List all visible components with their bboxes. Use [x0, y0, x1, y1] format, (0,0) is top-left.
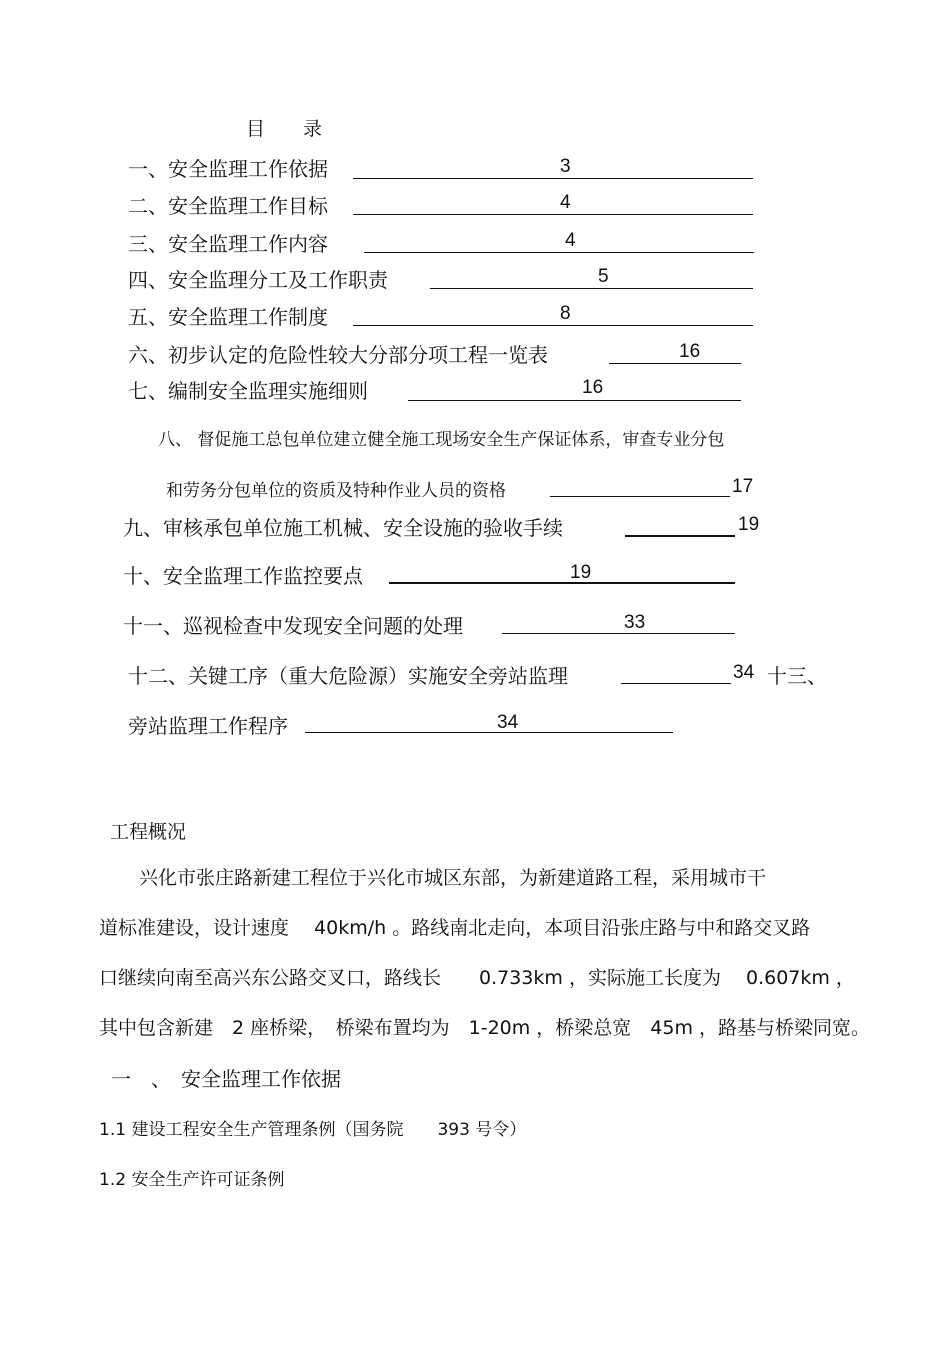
section-item: 1.1 建设工程安全生产管理条例（国务院 393 号令）	[99, 1120, 527, 1140]
toc-leader-line	[621, 683, 731, 684]
overview-line: 道标准建设，设计速度 40km/h 。路线南北走向，本项目沿张庄路与中和路交叉路	[99, 917, 811, 939]
toc-leader-line	[550, 496, 730, 497]
toc-leader-line	[389, 582, 735, 584]
toc-leader-line	[430, 288, 753, 289]
toc-item-page: 34	[497, 712, 519, 733]
toc-item-label[interactable]: 旁站监理工作程序	[128, 714, 288, 738]
toc-item-page: 17	[732, 476, 754, 497]
toc-item-page: 34	[733, 662, 755, 683]
toc-item-label[interactable]: 四、安全监理分工及工作职责	[128, 268, 388, 292]
toc-item-page: 19	[738, 514, 760, 535]
toc-item-label[interactable]: 一、安全监理工作依据	[128, 157, 328, 181]
overview-line: 兴化市张庄路新建工程位于兴化市城区东部，为新建道路工程，采用城市干	[139, 867, 767, 889]
toc-item-page: 8	[560, 303, 571, 324]
toc-trailing-text: 十三、	[767, 664, 827, 688]
toc-item-label[interactable]: 二、安全监理工作目标	[128, 194, 328, 218]
toc-item-page: 3	[560, 156, 571, 177]
section-heading: 一 、 安全监理工作依据	[111, 1067, 341, 1091]
overview-line: 其中包含新建 2 座桥梁， 桥梁布置均为 1-20m ，桥梁总宽 45m ，路基与桥梁同宽。	[99, 1017, 871, 1039]
toc-title: 目 录	[246, 118, 323, 140]
toc-leader-line	[364, 252, 754, 253]
toc-leader-line	[353, 325, 753, 326]
toc-item-page: 4	[560, 192, 571, 213]
toc-leader-line	[609, 363, 741, 364]
toc-item-page: 19	[570, 562, 592, 583]
toc-item-label[interactable]: 九、审核承包单位施工机械、安全设施的验收手续	[123, 516, 563, 540]
toc-item-label[interactable]: 十二、关键工序（重大危险源）实施安全旁站监理	[128, 664, 568, 688]
toc-item-page: 16	[679, 341, 701, 362]
toc-item-label-continued[interactable]: 和劳务分包单位的资质及特种作业人员的资格	[166, 481, 506, 501]
toc-item-label[interactable]: 十、安全监理工作监控要点	[123, 564, 363, 588]
toc-leader-line	[353, 178, 753, 179]
toc-item-label[interactable]: 三、安全监理工作内容	[128, 232, 328, 256]
toc-item-page: 16	[582, 377, 604, 398]
toc-leader-line	[625, 535, 735, 537]
toc-leader-line	[353, 214, 753, 215]
toc-leader-line	[408, 400, 741, 401]
toc-item-label[interactable]: 七、编制安全监理实施细则	[128, 379, 368, 403]
toc-item-label[interactable]: 五、安全监理工作制度	[128, 305, 328, 329]
overview-heading: 工程概况	[110, 821, 187, 843]
toc-item-label[interactable]: 八、 督促施工总包单位建立健全施工现场安全生产保证体系，审查专业分包	[158, 430, 725, 450]
toc-item-label[interactable]: 六、初步认定的危险性较大分部分项工程一览表	[128, 343, 548, 367]
toc-item-page: 33	[624, 612, 646, 633]
toc-item-page: 4	[565, 230, 576, 251]
overview-line: 口继续向南至高兴东公路交叉口，路线长 0.733km ，实际施工长度为 0.607km ，	[99, 967, 855, 989]
toc-item-page: 5	[598, 266, 609, 287]
toc-item-label[interactable]: 十一、巡视检查中发现安全问题的处理	[123, 614, 463, 638]
toc-leader-line	[305, 732, 673, 733]
section-item: 1.2 安全生产许可证条例	[99, 1170, 285, 1190]
toc-leader-line	[502, 633, 735, 634]
